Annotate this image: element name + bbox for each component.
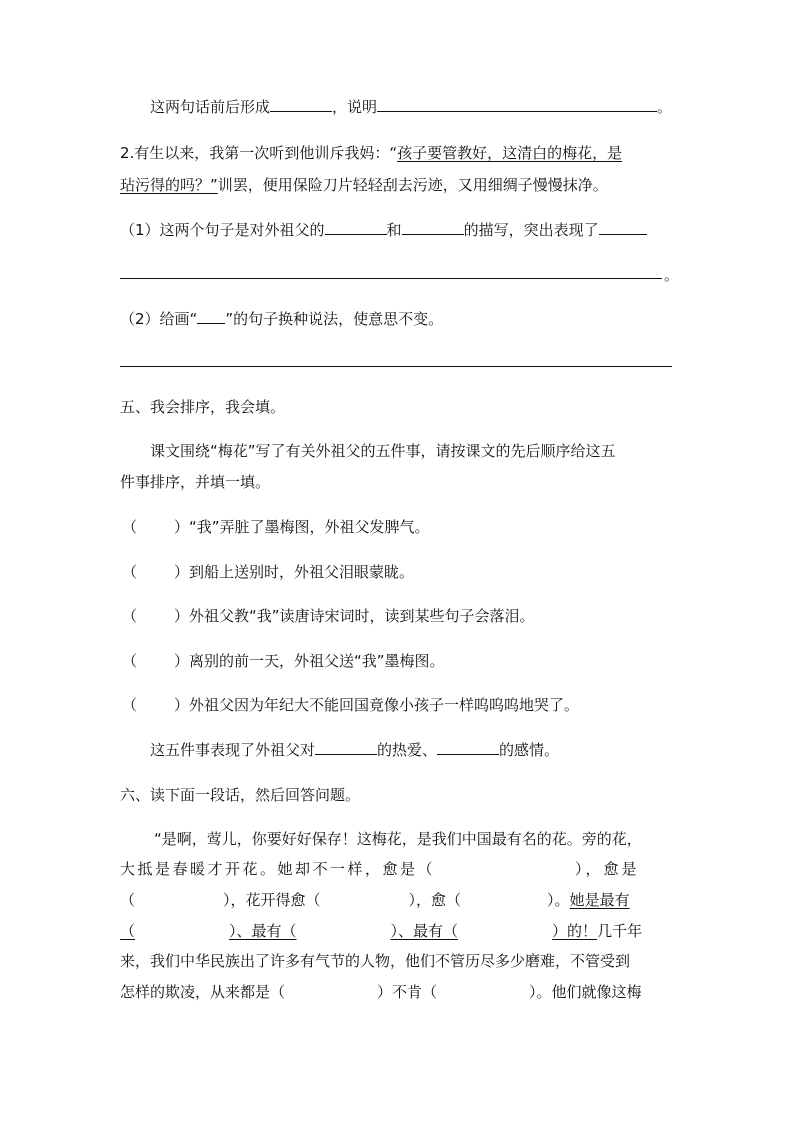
order-item-text: ）到船上送别时，外祖父泪眼蒙眬。 (174, 563, 415, 581)
section6-title: 六、读下面一段话，然后回答问题。 (120, 786, 361, 804)
order-item (122, 650, 445, 671)
underlined-sentence: 她是最有 (569, 891, 630, 909)
passage-text: ）的！ (552, 922, 598, 940)
passage-text: ），愈（ (408, 891, 462, 909)
q2-text: 训罢，便用保险刀片轻轻刮去污迹，又用细绸子慢慢抹净。 (217, 176, 608, 194)
passage-text: 怎样的欺凌，从来都是（ (120, 983, 286, 1001)
passage-text: 几千年 (597, 922, 643, 940)
fill-blank[interactable] (297, 922, 391, 940)
passage-line: “是啊，莺儿，你要好好保存！这梅花，是我们中国最有名的花。旁的花， (154, 830, 642, 848)
q2-sub1-text: （1）这两个句子是对外祖父的 (120, 221, 325, 239)
order-open-paren: （ (122, 563, 138, 581)
order-item-text: ）离别的前一天，外祖父送“我”墨梅图。 (174, 652, 445, 670)
section5-intro: 件事排序，并填一填。 (120, 473, 271, 491)
question-text: 这两句话前后形成 (150, 98, 271, 116)
continuation-question (150, 96, 672, 117)
passage-line (120, 920, 642, 941)
passage-line (120, 858, 640, 879)
order-open-paren: （ (122, 518, 138, 536)
summary-text: 这五件事表现了外祖父对 (150, 741, 316, 759)
passage-line (120, 981, 642, 1002)
q2-sub1 (120, 219, 647, 240)
passage-text: ）。他们就像这梅 (529, 983, 642, 1001)
passage-line: 来，我们中华民族出了许多有气节的人物，他们不管历尽多少磨难，不管受到 (120, 952, 631, 970)
passage-text: 大抵是春暖才开花。她却不一样，愈是（ (120, 860, 436, 878)
question-text: ，说明 (332, 98, 378, 116)
order-item-text: ）“我”弄脏了墨梅图，外祖父发脾气。 (174, 518, 430, 536)
order-open-paren: （ (122, 652, 138, 670)
passage-text: ）不肯（ (377, 983, 438, 1001)
section5-intro: 课文围绕“梅花”写了有关外祖父的五件事，请按课文的先后顺序给这五 (150, 442, 616, 460)
q2-sub2-text: ”的句子换种说法，使意思不变。 (225, 310, 444, 328)
passage-text: ），愈是 (575, 860, 640, 878)
section5-title: 五、我会排序，我会填。 (120, 398, 286, 416)
answer-blank[interactable] (270, 97, 332, 112)
passage-text: （ (120, 922, 136, 940)
order-item-text: ）外祖父因为年纪大不能回国竟像小孩子一样呜呜呜地哭了。 (174, 696, 580, 714)
passage-line (120, 889, 630, 910)
q2-sub2-text: （2）给画“ (120, 310, 198, 328)
passage-text: ）。 (547, 891, 570, 909)
section5-summary (150, 739, 559, 760)
q2-sub1-text: 和 (386, 221, 402, 239)
fill-blank[interactable] (458, 922, 552, 940)
answer-blank[interactable] (437, 740, 499, 755)
order-item (122, 561, 414, 582)
summary-text: 的热爱、 (377, 741, 438, 759)
order-item (122, 694, 579, 715)
order-open-paren: （ (122, 607, 138, 625)
fill-blank[interactable] (135, 922, 229, 940)
answer-blank[interactable] (402, 220, 464, 235)
q2-text: 2.有生以来，我第一次听到他训斥我妈：“ (120, 144, 398, 162)
passage-text: （ (120, 891, 136, 909)
underline-sample (197, 309, 225, 324)
q2-line1 (120, 142, 622, 163)
answer-blank[interactable] (315, 740, 377, 755)
passage-text: ），花开得愈（ (223, 891, 321, 909)
order-item (122, 516, 430, 537)
passage-text: ）、最有（ (229, 922, 297, 940)
answer-line[interactable] (120, 366, 672, 367)
summary-text: 的感情。 (499, 741, 560, 759)
order-item (122, 605, 535, 626)
q2-underlined-sentence: 玷污得的吗？” (120, 176, 218, 194)
q2-line2 (120, 174, 608, 195)
underlined-sentence (120, 922, 597, 940)
answer-line[interactable] (120, 278, 662, 279)
q2-sub2 (120, 308, 443, 329)
answer-blank[interactable] (325, 220, 387, 235)
answer-blank[interactable] (377, 97, 657, 112)
passage-text: ）、最有（ (390, 922, 459, 940)
order-open-paren: （ (122, 696, 138, 714)
answer-blank[interactable] (599, 220, 647, 235)
q2-sub1-end (664, 264, 679, 285)
q2-sub1-text: 的描写，突出表现了 (463, 221, 599, 239)
order-item-text: ）外祖父教“我”读唐诗宋词时，读到某些句子会落泪。 (174, 607, 535, 625)
period: 。 (664, 266, 680, 284)
q2-underlined-sentence: 孩子要管教好，这清白的梅花，是 (397, 144, 623, 162)
question-text: 。 (657, 98, 673, 116)
